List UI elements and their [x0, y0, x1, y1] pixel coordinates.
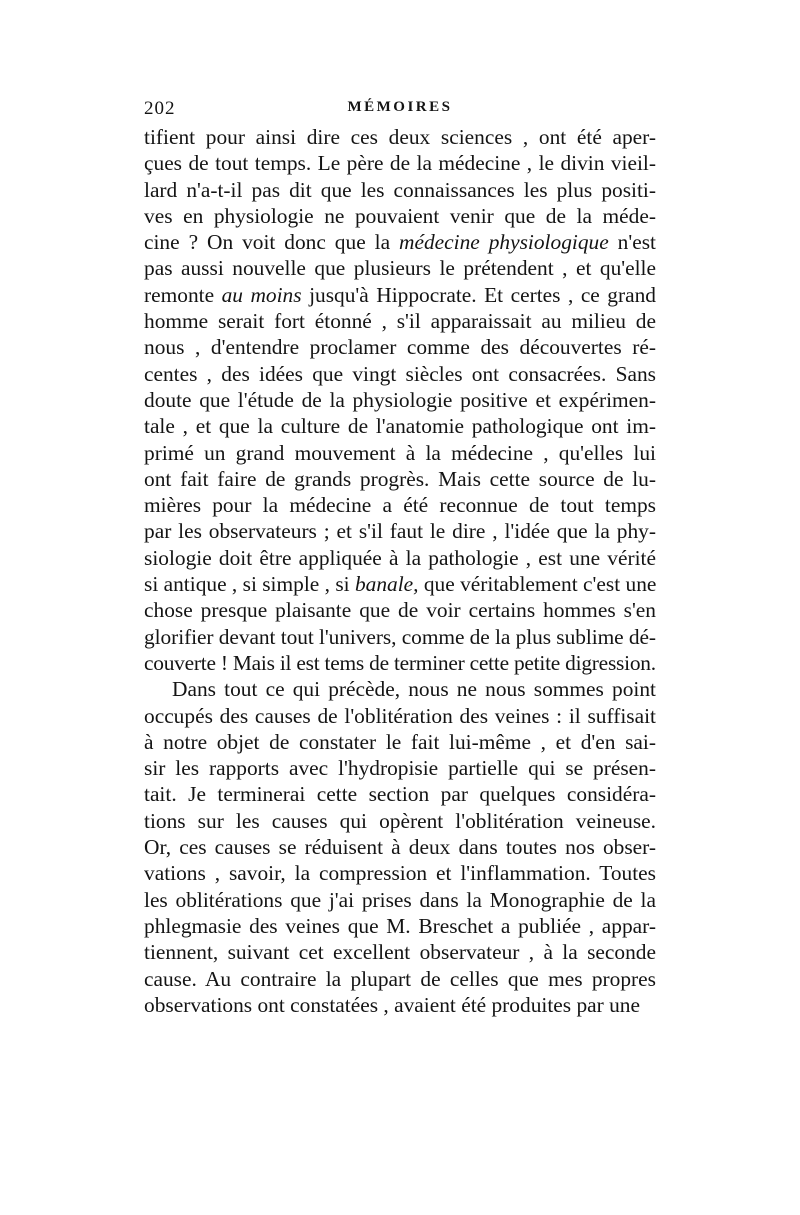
- text-line: cause. Au contraire la plupart de celles que mes propres: [144, 966, 656, 991]
- text-line: phlegmasie des veines que M. Breschet a publiée , appar-: [144, 913, 656, 938]
- text-line: glorifier devant tout l'univers, comme de la plus sublime dé-: [144, 624, 656, 649]
- text-line: si antique , si simple , si banale, que véritablement c'est une: [144, 572, 657, 597]
- text-line: tiennent, suivant cet excellent observateur , à la seconde: [144, 940, 656, 965]
- body-text: [144, 124, 656, 1018]
- page-number: 202: [144, 98, 176, 119]
- text-line: doute que l'étude de la physiologie positive et expérimen-: [144, 387, 656, 412]
- text-line: çues de tout temps. Le père de la médecine , le divin vieil-: [144, 151, 656, 176]
- text-line: occupés des causes de l'oblitération des veines : il suffisait: [144, 703, 656, 728]
- text-line: primé un grand mouvement à la médecine , qu'elles lui: [144, 440, 656, 465]
- text-line: tifient pour ainsi dire ces deux sciences , ont été aper-: [144, 125, 656, 149]
- text-line: tait. Je terminerai cette section par quelques considéra-: [144, 782, 656, 807]
- text-line: tions sur les causes qui opèrent l'oblitération veineuse.: [144, 808, 656, 833]
- text-line: nous , d'entendre proclamer comme des découvertes ré-: [144, 335, 656, 360]
- paragraph: [144, 124, 656, 676]
- text-line: Dans tout ce qui précède, nous ne nous sommes point: [172, 677, 656, 702]
- text-line: lard n'a-t-il pas dit que les connaissances les plus positi-: [144, 177, 656, 202]
- running-head: [144, 98, 656, 126]
- text-line: à notre objet de constater le fait lui-même , et d'en sai-: [144, 729, 656, 754]
- text-line: siologie doit être appliquée à la pathologie , est une vérité: [144, 545, 656, 570]
- paragraph: [144, 676, 656, 1018]
- text-line: sir les rapports avec l'hydropisie partielle qui se présen-: [144, 756, 656, 781]
- text-line: cine ? On voit donc que la médecine physiologique n'est: [144, 230, 656, 255]
- text-line: ves en physiologie ne pouvaient venir que de la méde-: [144, 203, 656, 228]
- text-line: vations , savoir, la compression et l'inflammation. Toutes: [144, 861, 656, 886]
- text-line: ont fait faire de grands progrès. Mais cette source de lu-: [144, 466, 656, 491]
- header-title: MÉMOIRES: [347, 99, 453, 115]
- text-line: pas aussi nouvelle que plusieurs le prétendent , et qu'elle: [144, 256, 656, 281]
- text-line: chose presque plaisante que de voir certains hommes s'en: [144, 598, 656, 623]
- text-line: mières pour la médecine a été reconnue de tout temps: [144, 493, 656, 518]
- text-line: remonte au moins jusqu'à Hippocrate. Et certes , ce grand: [144, 282, 656, 307]
- text-line: homme serait fort étonné , s'il apparaissait au milieu de: [144, 309, 656, 334]
- text-line: couverte ! Mais il est tems de terminer cette petite digression.: [144, 650, 656, 675]
- text-line: tale , et que la culture de l'anatomie pathologique ont im-: [144, 414, 656, 439]
- text-line: observations ont constatées , avaient été produites par une: [144, 992, 640, 1017]
- text-line: par les observateurs ; et s'il faut le dire , l'idée que la phy-: [144, 519, 656, 544]
- text-line: les oblitérations que j'ai prises dans la Monographie de la: [144, 887, 656, 912]
- text-line: Or, ces causes se réduisent à deux dans toutes nos obser-: [144, 835, 656, 860]
- text-line: centes , des idées que vingt siècles ont consacrées. Sans: [144, 361, 656, 386]
